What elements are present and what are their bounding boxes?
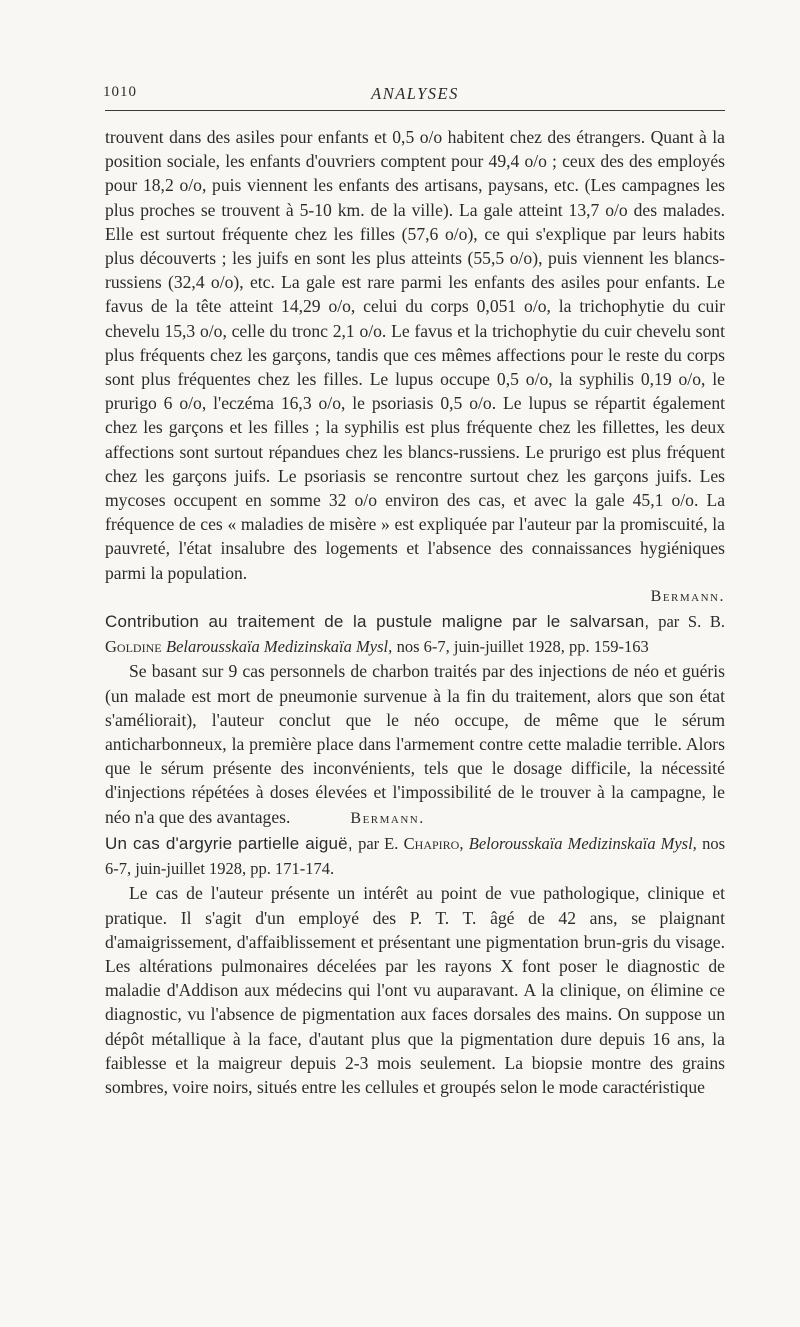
review-3-heading (105, 831, 725, 881)
review-1-signature: Bermann. (650, 587, 725, 605)
review-2-signature: Bermann. (350, 809, 425, 827)
review-2-title: Contribution au traitement de la pustule maligne par le salvarsan, (105, 612, 650, 632)
review-3-par: par E. (358, 833, 399, 853)
review-3-title: Un cas d'argyrie partielle aiguë, (105, 833, 353, 853)
review-2-journal: Belarousskaïa Medizinskaïa Mysl, (165, 637, 393, 657)
running-title: ANALYSES (371, 84, 459, 103)
review-2-author: Goldine (105, 637, 162, 657)
review-3-body: Le cas de l'auteur présente un intérêt au point de vue pathologique, clinique et pratique. Il s'agit d'un employé des P. T. T. âgé de 42 ans, se plaignant d'amaigrissement, d'affaiblissement et présentant une pigmentation brun-gris du visage. Les altérations pulmonaires décelées par les rayons X font poser le diagnostic de maladie d'Addison aux médecins qui l'ont vu auparavant. A la clinique, on élimine ce diagnostic, vu l'absence de pigmentation aux faces dorsales des mains. On suppose un dépôt métallique à la face, d'autant plus que la pigmentation dure depuis 16 ans, la faiblesse et la maigreur depuis 2-3 mois seulement. La biopsie montre des grains sombres, voire noirs, situés entre les cellules et groupés selon le mode caractéristique (105, 883, 725, 1097)
review-2-paragraph (105, 659, 725, 830)
page-number: 1010 (103, 84, 137, 100)
review-2-par: par S. B. (658, 612, 725, 632)
page-text (105, 125, 725, 1099)
review-3-citation: nos 6-7, juin-juillet 1928, pp. 171-174. (105, 833, 725, 879)
document-page (105, 84, 725, 1099)
review-1-body: trouvent dans des asiles pour enfants et 0,5 o/o habitent chez des étrangers. Quant à la position sociale, les enfants d'ouvriers comptent pour 49,4 o/o ; ceux des des employés pour 18,2 o/o, puis viennent les enfants des artisans, paysans, etc. (Les campagnes les plus proches se trouvent à 5-10 km. de la ville). La gale atteint 13,7 o/o des malades. Elle est surtout fréquente chez les filles (57,6 o/o), ce qui s'explique par leurs habits plus découverts ; les juifs en sont les plus atteints (55,5 o/o), puis viennent les blancs-russiens (32,4 o/o), etc. La gale est rare parmi les enfants des asiles pour enfants. Le favus de la tête atteint 14,29 o/o, celui du corps 0,051 o/o, la trichophytie du cuir chevelu 15,3 o/o, celle du tronc 2,1 o/o. Le favus et la trichophytie du cuir chevelu sont plus fréquents chez les garçons, tandis que ces mêmes affections pour le reste du corps sont plus fréquentes chez les filles. Le lupus occupe 0,5 o/o, la syphilis 0,19 o/o, le prurigo 6 o/o, l'eczéma 16,3 o/o, le psoriasis 0,5 o/o. Le lupus se répartit également chez les garçons et les filles ; la syphilis est plus fréquente chez les fillettes, les deux affections sont surtout répandues chez les blancs-russiens. Le prurigo est plus fréquent chez les garçons juifs. Le psoriasis se rencontre surtout chez les garçons juifs. Les mycoses occupent en somme 32 o/o environ des cas, et avec la gale 45,1 o/o. La fréquence de ces « maladies de misère » est expliquée par l'auteur par la promiscuité, la pauvreté, l'état insalubre des logements et l'absence des connaissances hygiéniques parmi la population. (105, 127, 725, 583)
review-2-body: Se basant sur 9 cas personnels de charbon traités par des injections de néo et guéris (un malade est mort de pneumonie survenue à la fin du traitement, alors que son état s'améliorait), l'auteur conclut que le néo occupe, de même que le sérum anticharbonneux, la première place dans l'armement contre cette maladie terrible. Alors que le sérum présente des inconvénients, tels que le dosage difficile, la nécessité d'injections répétées à doses élevées et l'impossibilité de le trouver à la campagne, le néo n'a que des avantages. (105, 661, 725, 827)
review-2-citation: nos 6-7, juin-juillet 1928, pp. 159-163 (396, 637, 649, 657)
running-header (105, 84, 725, 111)
review-3-journal: Belorousskaïa Medizinskaïa Mysl, (468, 833, 697, 853)
review-3-author: Chapiro, (403, 833, 464, 853)
review-2-heading (105, 609, 725, 659)
